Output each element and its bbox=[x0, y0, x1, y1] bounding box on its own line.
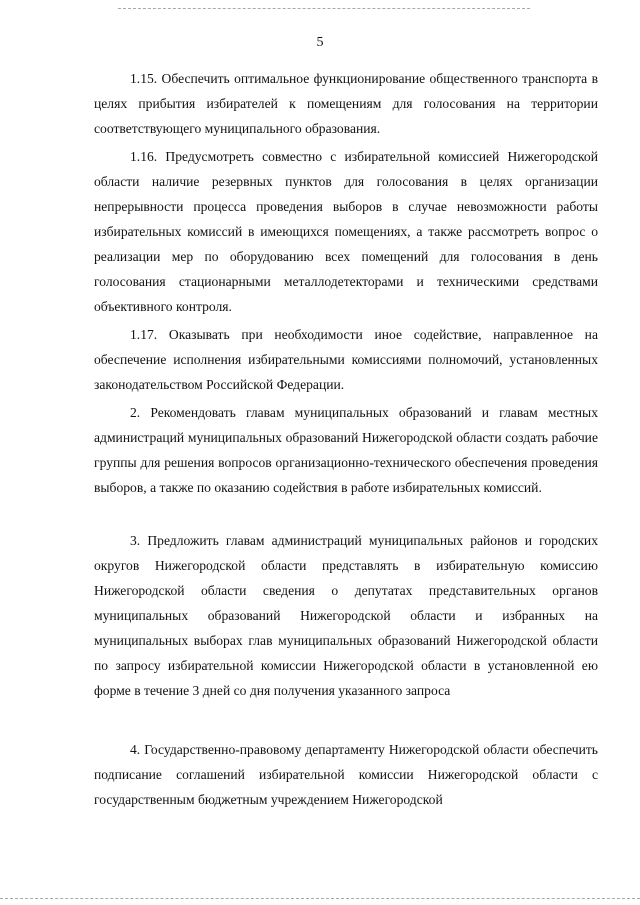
paragraph-1-17: 1.17. Оказывать при необходимости иное содействие, направленное на обеспечение исполнения избирательными комиссиями полномочий, установленных законодательством Российской Федерации. bbox=[94, 327, 598, 392]
scan-top-edge bbox=[118, 8, 530, 9]
paragraph-1-16: 1.16. Предусмотреть совместно с избирательной комиссией Нижегородской области наличие резервных пунктов для голосования в целях организации непрерывности процесса проведения выборов в случае невозможности работы избирательных комиссий в имеющихся помещениях, а также рассмотреть вопрос о реализации мер по оборудованию всех помещений для голосования в день голосования стационарными металлодетекторами и техническими средствами объективного контроля. bbox=[94, 149, 598, 314]
scan-bottom-edge bbox=[0, 898, 640, 899]
paragraph-2: 2. Рекомендовать главам муниципальных образований и главам местных администраций муниципальных образований Нижегородской области создать рабочие группы для решения вопросов организационно-технического обеспечения проведения выборов, а также по оказанию содействия в работе избирательных комиссий. bbox=[94, 405, 598, 495]
paragraph-1-15: 1.15. Обеспечить оптимальное функционирование общественного транспорта в целях прибытия избирателей к помещениям для голосования на территории соответствующего муниципального образования. bbox=[94, 71, 598, 136]
paragraph-3: 3. Предложить главам администраций муниципальных районов и городских округов Нижегородской области представлять в избирательную комиссию Нижегородской области сведения о депутатах представительных органов муниципальных образований Нижегородской области и избранных на муниципальных выборах глав муниципальных образований Нижегородской области по запросу избирательной комиссии Нижегородской области в установленной ею форме в течение 3 дней со дня получения указанного запроса bbox=[94, 533, 598, 698]
page-number: 5 bbox=[316, 35, 324, 50]
paragraph-4: 4. Государственно-правовому департаменту Нижегородской области обеспечить подписание соглашений избирательной комиссии Нижегородской области с государственным бюджетным учреждением Нижегородской bbox=[94, 742, 598, 807]
